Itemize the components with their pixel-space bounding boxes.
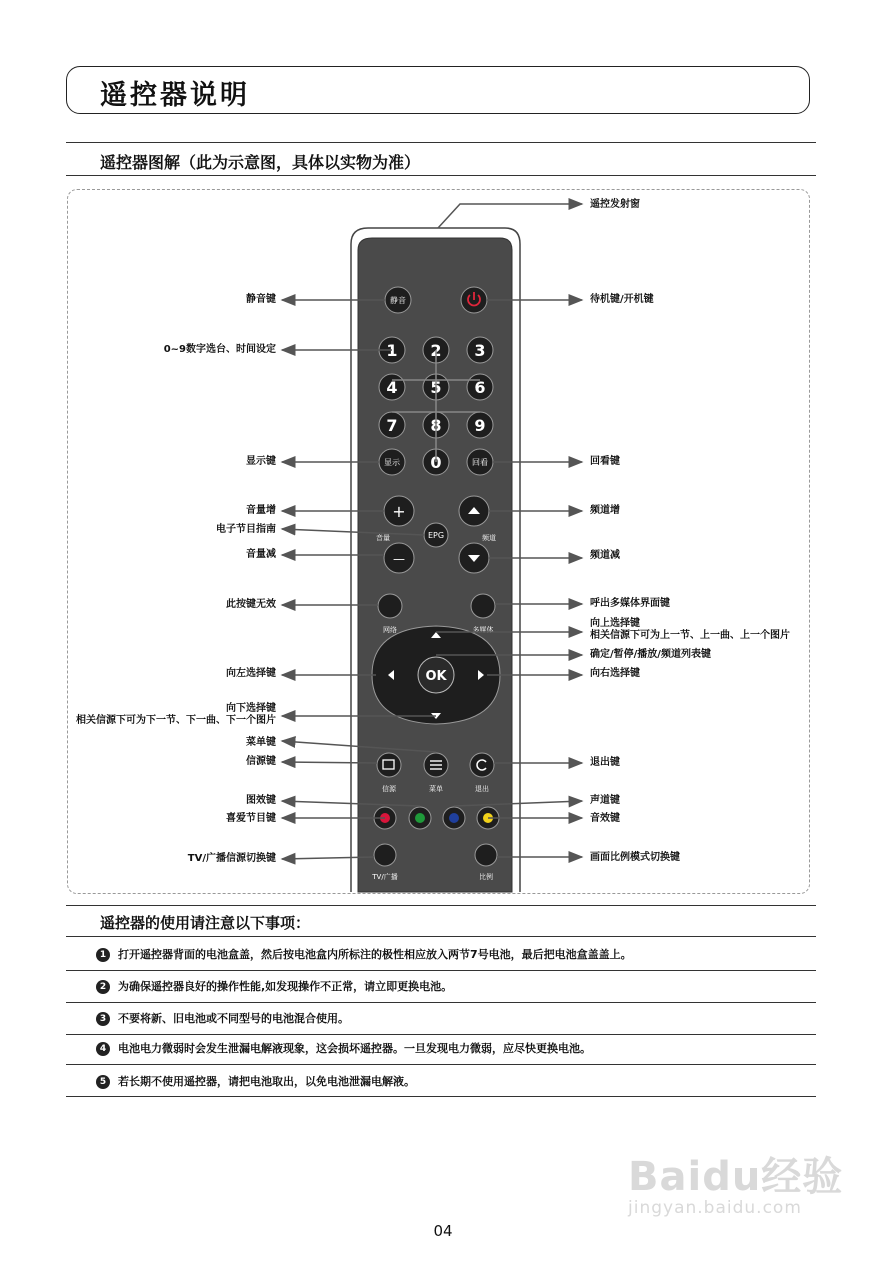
exit-button[interactable]: [470, 753, 494, 777]
note-item: 4 电池电力微弱时会发生泄漏电解液现象，这会损坏遥控器。一旦发现电力微弱，应尽快更换电池。: [96, 1040, 591, 1056]
label-vol-down: 音量减: [246, 549, 276, 560]
bullet-number: 5: [96, 1075, 110, 1089]
label-epg-guide: 电子节目指南: [216, 524, 276, 535]
review-button[interactable]: [467, 449, 493, 475]
number-key-4[interactable]: [379, 374, 405, 400]
note-item: 1 打开遥控器背面的电池盒盖，然后按电池盒内所标注的极性相应放入两节7号电池，最后把电池盒盖盖上。: [96, 946, 632, 962]
label-ch-up: 频道增: [590, 505, 620, 516]
svg-text:8: 8: [430, 416, 442, 435]
network-button[interactable]: [378, 594, 402, 618]
ratio-caption: 比例: [479, 873, 493, 881]
remote-face: [358, 238, 512, 892]
bullet-number: 2: [96, 980, 110, 994]
svg-text:—: —: [393, 552, 405, 566]
network-caption: 网络: [383, 626, 397, 634]
watermark-brand: Baidu经验: [628, 1154, 844, 1200]
svg-text:5: 5: [430, 378, 442, 397]
page-title: 遥控器说明: [100, 80, 250, 111]
divider: [66, 1034, 816, 1035]
exit-caption: 退出: [475, 785, 489, 793]
divider: [66, 936, 816, 937]
divider: [66, 905, 816, 906]
svg-text:显示: 显示: [384, 458, 400, 467]
label-left-key: 向左选择键: [226, 668, 276, 679]
label-source-key: 信源键: [246, 756, 276, 767]
ir-window-pointer: [438, 204, 582, 228]
color-key-3[interactable]: [443, 807, 465, 829]
svg-text:2: 2: [430, 341, 442, 360]
label-down-key: 向下选择键: [226, 703, 276, 714]
ratio-button[interactable]: [475, 844, 497, 866]
number-key-9[interactable]: [467, 412, 493, 438]
multimedia-button[interactable]: [471, 594, 495, 618]
display-button[interactable]: [379, 449, 405, 475]
number-key-7[interactable]: [379, 412, 405, 438]
label-exit-key: 退出键: [590, 757, 620, 768]
channel-down-button[interactable]: [459, 543, 489, 573]
label-ratio-key: 画面比例模式切换键: [590, 852, 680, 863]
svg-text:7: 7: [386, 416, 398, 435]
svg-text:6: 6: [474, 378, 486, 397]
divider: [66, 1064, 816, 1065]
multimedia-caption: 多媒体: [472, 626, 494, 634]
svg-text:回看: 回看: [472, 458, 488, 467]
label-down-desc: 相关信源下可为下一节、下一曲、下一个图片: [76, 715, 276, 726]
color-key-2[interactable]: [409, 807, 431, 829]
volume-up-button[interactable]: [384, 496, 414, 526]
watermark: [628, 1145, 843, 1218]
label-display-key: 显示键: [246, 456, 276, 467]
label-tv-radio-key: TV/广播信源切换键: [187, 853, 276, 864]
label-menu-key: 菜单键: [246, 737, 276, 748]
label-right-key: 向右选择键: [590, 668, 640, 679]
divider: [66, 1002, 816, 1003]
tv-radio-caption: TV/广播: [372, 873, 398, 881]
label-power-key: 待机键/开机键: [590, 294, 654, 305]
bullet-number: 1: [96, 948, 110, 962]
svg-text:OK: OK: [425, 669, 447, 684]
bullet-number: 3: [96, 1012, 110, 1026]
source-button[interactable]: [377, 753, 401, 777]
label-review-key: 回看键: [590, 456, 620, 467]
leader-arrow: [282, 762, 377, 763]
note-item: 3 不要将新、旧电池或不同型号的电池混合使用。: [96, 1010, 349, 1026]
channel-caption: 频道: [482, 534, 496, 542]
svg-text:3: 3: [474, 341, 486, 360]
svg-text:0: 0: [430, 453, 442, 472]
label-ch-down: 频道减: [590, 550, 620, 561]
bullet-number: 4: [96, 1042, 110, 1056]
label-sound-channel-key: 声道键: [590, 795, 620, 806]
svg-text:4: 4: [386, 378, 398, 397]
label-vol-up: 音量增: [246, 505, 276, 516]
divider: [66, 970, 816, 971]
label-picture-key: 图效键: [246, 795, 276, 806]
tv-radio-button[interactable]: [374, 844, 396, 866]
svg-text:+: +: [392, 502, 406, 521]
section-subtitle: 遥控器图解（此为示意图，具体以实物为准）: [100, 153, 421, 172]
mute-button[interactable]: [385, 287, 411, 313]
source-caption: 信源: [382, 785, 396, 793]
menu-caption: 菜单: [429, 785, 443, 793]
note-item: 2 为确保遥控器良好的操作性能,如发现操作不正常，请立即更换电池。: [96, 978, 452, 994]
label-up-key: 向上选择键: [590, 618, 640, 629]
svg-text:1: 1: [386, 341, 398, 360]
ok-button[interactable]: [418, 657, 454, 693]
number-key-3[interactable]: [467, 337, 493, 363]
page-number: 04: [433, 1222, 453, 1240]
label-ir-window: 遥控发射窗: [590, 199, 640, 210]
label-ok-key: 确定/暂停/播放/频道列表键: [590, 649, 711, 660]
volume-down-button[interactable]: [384, 543, 414, 573]
label-favorite-key: 喜爱节目键: [226, 813, 276, 824]
power-button[interactable]: [461, 287, 487, 313]
svg-text:9: 9: [474, 416, 486, 435]
note-item: 5 若长期不使用遥控器，请把电池取出，以免电池泄漏电解液。: [96, 1073, 415, 1089]
label-multimedia-key: 呼出多媒体界面键: [590, 598, 670, 609]
menu-button[interactable]: [424, 753, 448, 777]
watermark-url: jingyan.baidu.com: [628, 1198, 802, 1218]
label-up-desc: 相关信源下可为上一节、上一曲、上一个图片: [590, 630, 790, 641]
svg-text:EPG: EPG: [427, 531, 445, 540]
divider: [66, 1096, 816, 1097]
svg-text:静音: 静音: [390, 296, 406, 305]
notes-title: 遥控器的使用请注意以下事项：: [100, 914, 311, 932]
volume-caption: 音量: [376, 534, 390, 542]
label-disabled-key: 此按键无效: [226, 599, 276, 610]
label-sound-effect-key: 音效键: [590, 813, 620, 824]
channel-up-button[interactable]: [459, 496, 489, 526]
label-mute-key: 静音键: [246, 294, 276, 305]
label-number-keys: 0~9数字选台、时间设定: [163, 344, 276, 355]
epg-button[interactable]: [424, 523, 448, 547]
number-key-6[interactable]: [467, 374, 493, 400]
